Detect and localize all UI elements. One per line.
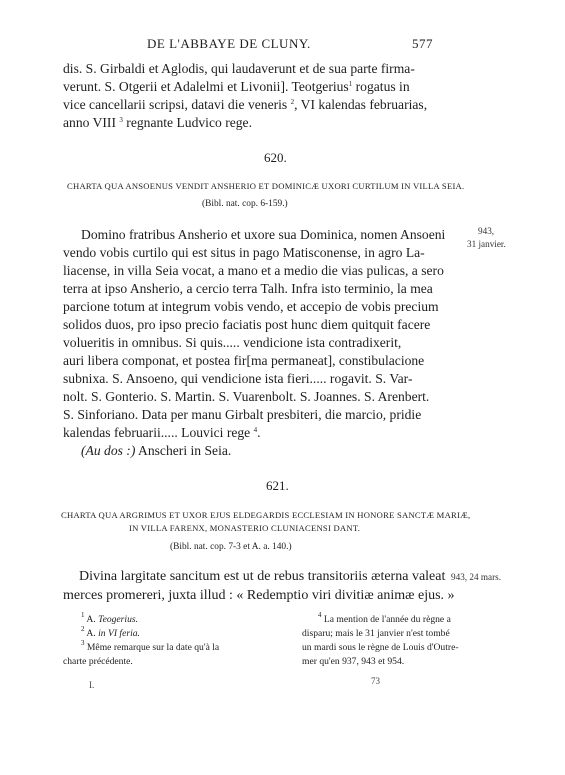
charter-620-dorsal-note: (Au dos :) Anscheri in Seia. bbox=[81, 443, 232, 458]
charter-621-line-2: merces promereri, juxta illud : « Redemptio viri divitiæ animæ ejus. » bbox=[63, 588, 455, 603]
signature-mark-left: I. bbox=[89, 680, 95, 690]
footnote-3-continued: charte précédente. bbox=[63, 656, 133, 667]
charter-621-title-line-1: CHARTA QUA ARGRIMUS ET UXOR EJUS ELDEGARDIS ECCLESIAM IN HONORE SANCTÆ MARIÆ, bbox=[61, 510, 471, 520]
page-number: 577 bbox=[412, 36, 433, 51]
charter-620-line-10: nolt. S. Gonterio. S. Martin. S. Vuarenbolt. S. Joannes. S. Arenbert. bbox=[63, 389, 430, 404]
footnote-ref: 1 bbox=[348, 80, 353, 88]
charter-621-number: 621. bbox=[266, 478, 289, 493]
footnote-4: $^4$ La mention de l'année du règne a bbox=[318, 611, 451, 625]
footnote-4-line-4: mer qu'en 937, 943 et 954. bbox=[302, 656, 405, 667]
charter-620-line-1: Domino fratribus Ansherio et uxore sua Dominica, nomen Ansoeni bbox=[81, 227, 446, 242]
charter-620-line-9: subnixa. S. Ansoeno, qui vendicione ista fieri..... rogavit. S. Var- bbox=[63, 371, 413, 386]
charter-620-line-3: liacense, in villa Seia vocat, a mano et a medio die vias pulicas, a sero bbox=[63, 263, 444, 278]
footnote-ref: 3 bbox=[119, 116, 123, 124]
charter-620-line-8: auri libera componat, et postea fir[ma permaneat], constibulacione bbox=[63, 353, 425, 368]
charter-620-line-4: terra at ipso Ansherio, a cercio terra Talh. Infra isto terminio, la mea bbox=[63, 281, 433, 296]
charter-620-line-6: solidos duos, pro ipso precio faciatis post hunc diem quitquit facere bbox=[63, 317, 431, 332]
footnote-ref: 2 bbox=[290, 98, 295, 106]
footnote-ref: 4 bbox=[253, 426, 258, 434]
charter-620-source: (Bibl. nat. cop. 6-159.) bbox=[202, 199, 288, 209]
charter-621-title-line-2: IN VILLA FARENX, MONASTERIO CLUNIACENSI DANT. bbox=[129, 523, 361, 533]
charter-620-number: 620. bbox=[264, 150, 287, 165]
signature-mark-right: 73 bbox=[371, 676, 380, 686]
footnote-4-line-3: un mardi sous le règne de Louis d'Outre- bbox=[302, 642, 459, 653]
running-header-title: DE L'ABBAYE DE CLUNY. bbox=[147, 36, 311, 51]
intro-line-1: dis. S. Girbaldi et Aglodis, qui laudaverunt et de sua parte firma- bbox=[63, 61, 415, 76]
intro-line-4: anno VIII $^3$ regnante Ludvico rege. bbox=[63, 115, 252, 130]
charter-620-line-11: S. Sinforiano. Data per manu Girbalt presbiteri, die marcio, pridie bbox=[63, 407, 422, 422]
footnote-3: $^3$ Même remarque sur la date qu'à la bbox=[81, 639, 220, 653]
charter-620-line-7: volueritis in omnibus. Si quis..... vendicione ista contradixerit, bbox=[63, 335, 402, 350]
charter-620-title: CHARTA QUA ANSOENUS VENDIT ANSHERIO ET DOMINICÆ UXORI CURTILUM IN VILLA SEIA. bbox=[67, 181, 465, 191]
charter-621-margin-date: 943, 24 mars. bbox=[451, 572, 502, 582]
intro-line-3: vice cancellarii scripsi, datavi die veneris $^2$, VI kalendas februarias, bbox=[63, 97, 428, 112]
footnote-2: $^2$ A. in VI feria. bbox=[81, 625, 140, 639]
footnote-1: $^1$ A. Teogerius. bbox=[81, 611, 139, 625]
intro-line-2: verunt. S. Otgerii et Adalelmi et Livonii]. Teotgerius$^1$ rogatus in bbox=[63, 79, 410, 94]
charter-621-source: (Bibl. nat. cop. 7-3 et A. a. 140.) bbox=[170, 542, 292, 552]
charter-620-margin-day: 31 janvier. bbox=[467, 239, 506, 249]
charter-620-line-12: kalendas februarii..... Louvici rege $^4$. bbox=[63, 425, 261, 440]
charter-620-line-2: vendo vobis curtilo qui est situs in pago Matisconense, in agro La- bbox=[63, 245, 425, 260]
charter-620-margin-year: 943, bbox=[478, 226, 495, 236]
charter-620-line-5: parcione totum at integrum vobis vendo, et accepio de vobis precium bbox=[63, 299, 439, 314]
charter-621-line-1: Divina largitate sancitum est ut de rebus transitoriis æterna valeat bbox=[79, 569, 446, 584]
footnote-4-line-2: disparu; mais le 31 janvier n'est tombé bbox=[302, 628, 450, 639]
